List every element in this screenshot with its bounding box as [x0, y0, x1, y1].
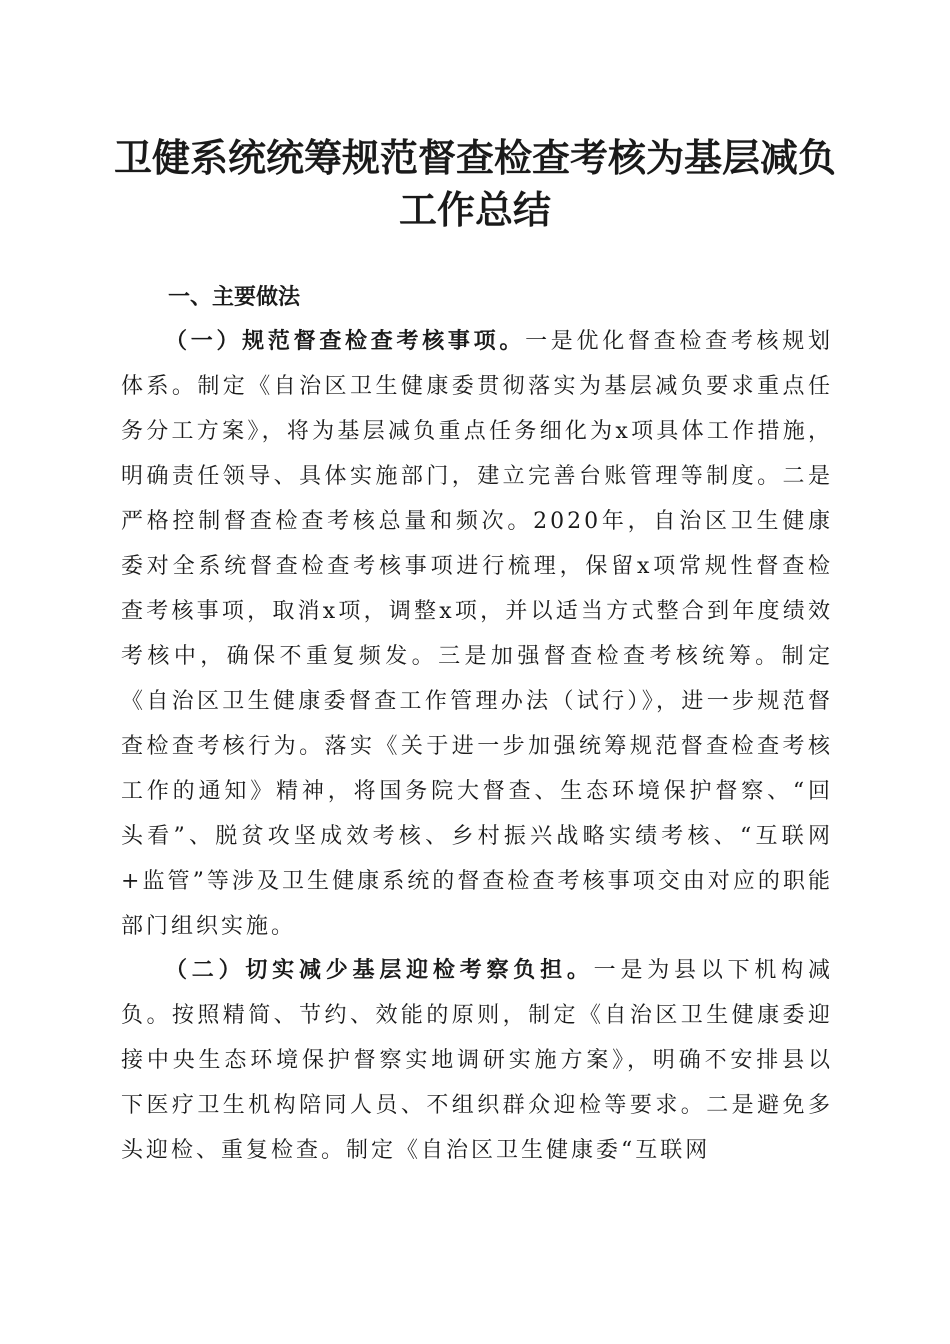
section-heading: 一、主要做法	[168, 285, 301, 310]
document-title: 卫健系统统筹规范督查检查考核为基层减负工作总结	[113, 135, 836, 232]
paragraph-1-body: 一是优化督查检查考核规划体系。制定《自治区卫生健康委贯彻落实为基层减负要求重点任务分工方案》，将为基层减负重点任务细化为x项具体工作措施，明确责任领导、具体实施部门，建立完善台账管理等制度。二是严格控制督查检查考核总量和频次。2020年，自治区卫生健康委对全系统督查检查考核事项进行梳理，保留x项常规性督查检查考核事项，取消x项，调整x项，并以适当方式整合到年度绩效考核中，确保不重复频发。三是加强督查检查考核统筹。制定《自治区卫生健康委督查工作管理办法（试行）》，进一步规范督查检查考核行为。落实《关于进一步加强统筹规范督查检查考核工作的通知》精神，将国务院大督查、生态环境保护督察、“回头看”、脱贫攻坚成效考核、乡村振兴战略实绩考核、“互联网+监管”等涉及卫生健康系统的督查检查考核事项交由对应的职能部门组织实施。	[121, 329, 833, 939]
paragraph-1	[121, 319, 833, 949]
paragraph-1-lead: （一）规范督查检查考核事项。	[165, 328, 526, 354]
paragraph-2	[121, 948, 833, 1173]
paragraph-2-body: 一是为县以下机构减负。按照精简、节约、效能的原则，制定《自治区卫生健康委迎接中央生态环境保护督察实地调研实施方案》，明确不安排县以下医疗卫生机构陪同人员、不组织群众迎检等要求。二是避免多头迎检、重复检查。制定《自治区卫生健康委“互联网	[121, 958, 833, 1163]
paragraph-2-lead: （二）切实减少基层迎检考察负担。	[165, 957, 594, 983]
